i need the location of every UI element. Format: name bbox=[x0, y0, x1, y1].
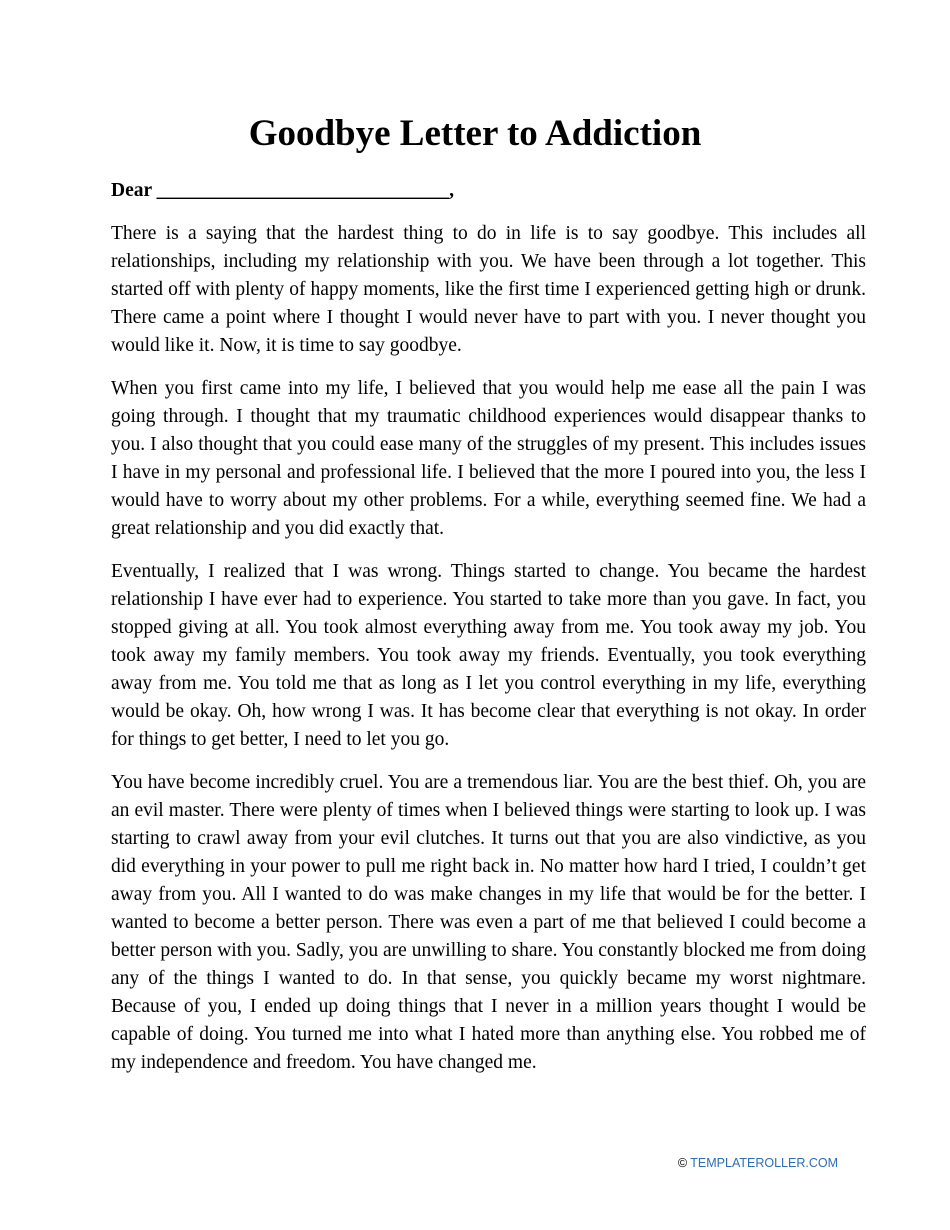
templateroller-link[interactable]: TEMPLATEROLLER.COM bbox=[690, 1156, 838, 1170]
paragraph: There is a saying that the hardest thing to do in life is to say goodbye. This includes all relationships, including my relationship with you. We have been through a lot together. This started off with plenty of happy moments, like the first time I experienced getting high or drunk. There came a point where I thought I would never have to part with you. I never thought you would like it. Now, it is time to say goodbye. bbox=[111, 223, 866, 356]
paragraph: When you first came into my life, I believed that you would help me ease all the pain I was going through. I thought that my traumatic childhood experiences would disappear thanks to you. I also thought that you could ease many of the struggles of my present. This includes issues I have in my personal and professional life. I believed that the more I poured into you, the less I would have to worry about my other problems. For a while, everything seemed fine. We had a great relationship and you did exactly that. bbox=[111, 378, 866, 539]
salutation: Dear ______________________________, bbox=[111, 180, 455, 201]
letter-body bbox=[111, 220, 866, 1092]
paragraph: Eventually, I realized that I was wrong. Things started to change. You became the hardest relationship I have ever had to experience. You started to take more than you gave. In fact, you stopped giving at all. You took almost everything away from me. You took away my job. You took away my family members. You took away my friends. Eventually, you took everything away from me. You told me that as long as I let you control everything in my life, everything would be okay. Oh, how wrong I was. It has become clear that everything is not okay. In order for things to get better, I need to let you go. bbox=[111, 561, 866, 750]
document-title: Goodbye Letter to Addiction bbox=[248, 113, 702, 154]
paragraph: You have become incredibly cruel. You are a tremendous liar. You are the best thief. Oh, you are an evil master. There were plenty of times when I believed things were starting to look up. I was starting to crawl away from your evil clutches. It turns out that you are also vindictive, as you did everything in your power to pull me right back in. No matter how hard I tried, I couldn’t get away from you. All I wanted to do was make changes in my life that would be for the better. I wanted to become a better person. There was even a part of me that believed I could become a better person with you. Sadly, you are unwilling to share. You constantly blocked me from doing any of the things I wanted to do. In that sense, you quickly became my worst nightmare. Because of you, I ended up doing things that I never in a million years thought I would be capable of doing. You turned me into what I hated more than anything else. You robbed me of my independence and freedom. You have changed me. bbox=[111, 772, 866, 1073]
copyright-icon: © bbox=[677, 1156, 688, 1170]
footer-credit bbox=[678, 1154, 838, 1172]
